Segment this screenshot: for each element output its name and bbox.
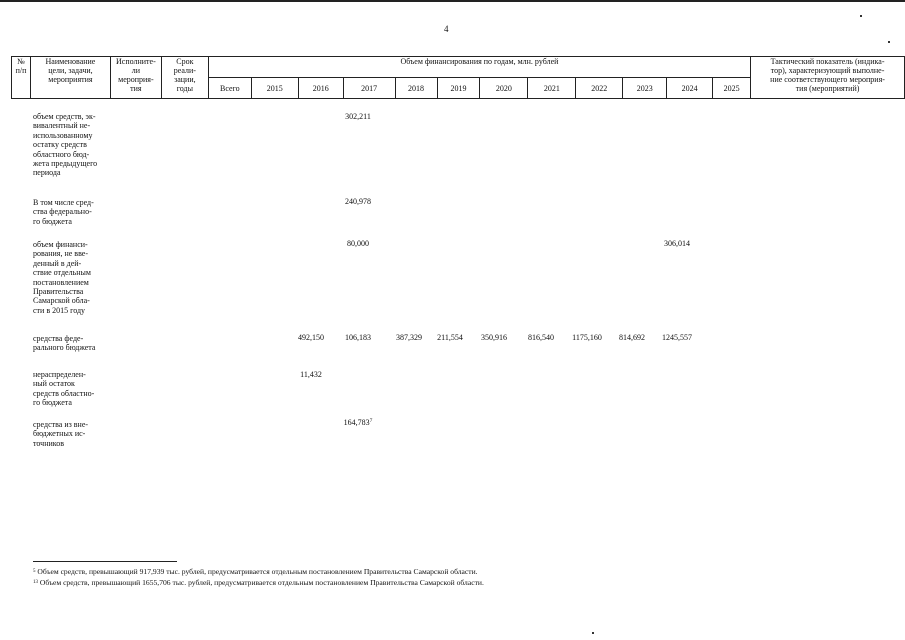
header-year-2025: 2025: [713, 78, 751, 99]
footnote-13: $^{13}$ Объем средств, превышающий 1655,706 тыс. рублей, предусматривается отдельным постановлением Правительства Самарской области.: [33, 578, 484, 587]
header-year-2016: 2016: [298, 78, 343, 99]
header-year-2023: 2023: [623, 78, 667, 99]
cell-row4-2019: 211,554: [437, 333, 463, 342]
header-year-2022: 2022: [576, 78, 623, 99]
scan-speck: [888, 41, 890, 43]
scan-speck: [860, 15, 862, 17]
row-label-unused-balance: объем средств, эк- вивалентный не- использованному остатку средств областного бюд- жета предыдущего периода: [33, 112, 98, 178]
footnote-ref: 7: [369, 418, 373, 424]
row-label-not-enacted-funding: объем финанси- рования, не вве- денный в дей- ствие отдельным постановлением Правительства Самарской обла- сти в 2015 году: [33, 240, 91, 315]
cell-row4-2017: 106,183: [345, 333, 371, 342]
header-year-2019: 2019: [437, 78, 480, 99]
row-label-undistributed-balance: нераспределен- ный остаток средств областно- го бюджета: [33, 370, 95, 408]
cell-row4-2021: 816,540: [528, 333, 554, 342]
footnote-separator: [33, 561, 177, 562]
cell-row1-2017: 302,211: [345, 112, 371, 121]
cell-row5-2016: 11,432: [300, 370, 322, 379]
header-year-2017: 2017: [343, 78, 395, 99]
footnote-5: $^5$ Объем средств, превышающий 917,939 тыс. рублей, предусматривается отдельным постановлением Правительства Самарской области.: [33, 567, 478, 576]
row-label-extrabudgetary: средства из вне- бюджетных ис- точников: [33, 420, 89, 448]
header-term: Срок реали- зации, годы: [161, 57, 208, 99]
header-num: № п/п: [12, 57, 31, 99]
cell-row4-2022: 1175,160: [572, 333, 602, 342]
header-indicator: Тактический показатель (индика- тор), характеризующий выполне- ние соответствующего мероприя- тия (мероприятий): [751, 57, 905, 99]
header-year-2015: 2015: [251, 78, 298, 99]
header-year-2020: 2020: [480, 78, 528, 99]
page-number: 4: [444, 24, 449, 34]
header-funding: Объем финансирования по годам, млн. рублей: [208, 57, 750, 78]
cell-row4-2020: 350,916: [481, 333, 507, 342]
cell-row3-2017: 80,000: [347, 239, 369, 248]
cell-row4-2016: 492,150: [298, 333, 324, 342]
header-year-2024: 2024: [667, 78, 713, 99]
header-year-2021: 2021: [528, 78, 576, 99]
cell-row3-2024: 306,014: [664, 239, 690, 248]
header-year-total: Всего: [208, 78, 251, 99]
top-border-line: [0, 0, 905, 2]
header-year-2018: 2018: [395, 78, 437, 99]
cell-row4-2023: 814,692: [619, 333, 645, 342]
cell-row4-2018: 387,329: [396, 333, 422, 342]
cell-row6-2017: 164,783$^7$: [343, 418, 373, 427]
row-label-federal-budget: средства феде- рального бюджета: [33, 334, 96, 353]
header-name: Наименование цели, задачи, мероприятия: [30, 57, 110, 99]
row-label-federal-share: В том числе сред- ства федерально- го бюджета: [33, 198, 94, 226]
cell-row4-2024: 1245,557: [662, 333, 692, 342]
funding-table-header: [11, 56, 905, 99]
cell-row2-2017: 240,978: [345, 197, 371, 206]
header-executor: Исполните- ли мероприя- тия: [110, 57, 161, 99]
scan-speck: [592, 632, 594, 634]
